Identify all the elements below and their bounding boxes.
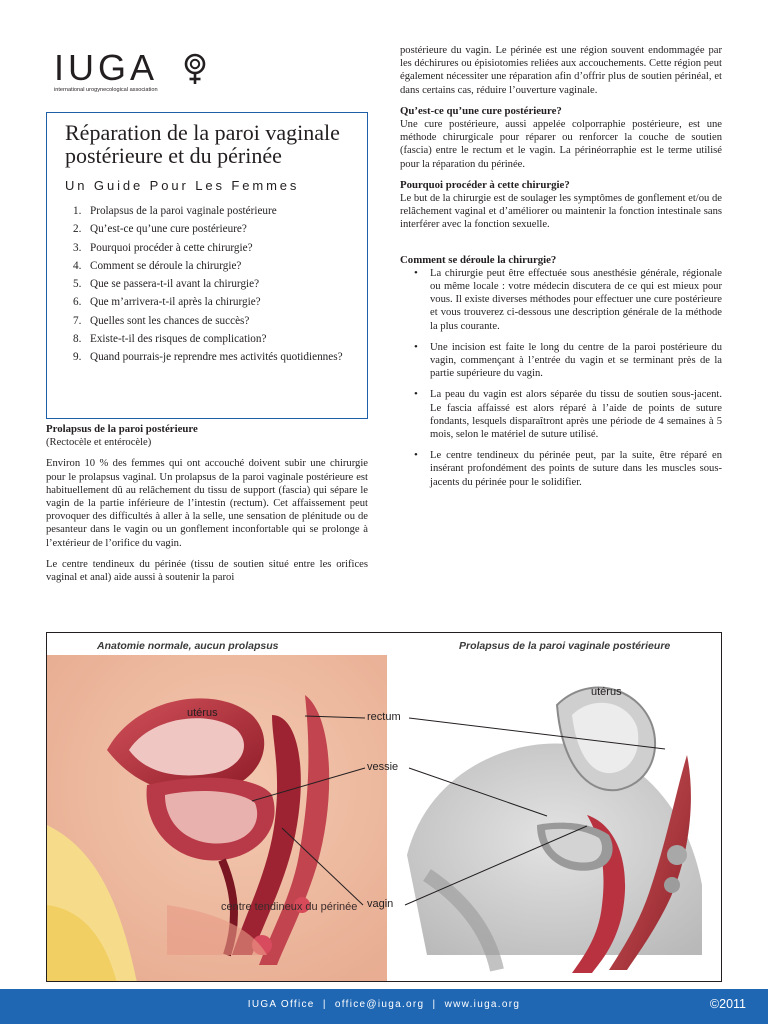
label-vessie: vessie (367, 761, 399, 773)
paragraph: Une cure postérieure, aussi appelée colporraphie postérieure, est une méthode chirurgicale pour réparer ou renforcer la couche de soutien (fascia) entre le rectum et le vagin. La périnéorraphie est le terme utilisé pour la réparation du périnée. (400, 119, 722, 170)
footer-contact: IUGA Office | office@iuga.org | www.iuga.org (247, 999, 521, 1010)
label-rectum: rectum (367, 711, 401, 723)
toc-text: Prolapsus de la paroi vaginale postérieure (90, 205, 277, 217)
toc-number: 7. (73, 314, 82, 327)
toc-text: Que se passera-t-il avant la chirurgie? (90, 278, 260, 291)
logo-wordmark: IUGA (54, 47, 159, 88)
toc-item (73, 257, 355, 275)
bullet-list (400, 267, 722, 489)
section-heading: Comment se déroule la chirurgie? (400, 253, 557, 266)
toc-number: 2. (73, 223, 82, 236)
toc-text: Comment se déroule la chirurgie? (90, 259, 242, 272)
toc-item (73, 220, 355, 238)
label-uterus-normal: utérus (187, 707, 218, 719)
paragraph: Le but de la chirurgie est de soulager les symptômes de gonflement et/ou de relâchement vaginal et d’améliorer ou maintenir la fonction intestinale sans interférer avec la fonction sexuelle. (400, 193, 722, 231)
right-column (400, 44, 722, 497)
toc-number: 8. (73, 333, 82, 346)
toc-number: 4. (73, 259, 82, 272)
iuga-logo (54, 47, 224, 96)
label-vagin: vagin (367, 898, 394, 910)
page-subtitle: Un Guide Pour Les Femmes (65, 178, 300, 193)
section-heading: Prolapsus de la paroi postérieure (46, 423, 198, 435)
list-item: • Le centre tendineux du périnée peut, par la suite, être réparé en insérant profondément des points de suture dans les muscles sous-jacents du périnée pour le solidifier. (430, 449, 722, 489)
toc-item (73, 275, 355, 293)
toc-item (73, 239, 355, 257)
toc-number: 9. (73, 351, 82, 364)
table-of-contents (65, 202, 355, 367)
label-centre-tendineux: centre tendineux du périnée (221, 901, 358, 913)
toc-text: Que m’arrivera-t-il après la chirurgie? (90, 296, 261, 309)
section-subheading: (Rectocèle et entérocèle) (46, 437, 152, 449)
female-symbol-icon (181, 52, 213, 86)
anatomy-figure (46, 632, 722, 982)
paragraph: Le centre tendineux du périnée (tissu de soutien situé entre les orifices vaginal et anal) aide aussi à soutenir la paroi (46, 558, 368, 584)
paragraph: Environ 10 % des femmes qui ont accouché doivent subir une chirurgie pour le prolapsus vaginal. Un prolapsus de la paroi vaginale postérieure est habituellement dû au relâchement du tissu de support (fascia) qui sépare le vagin de la partie inférieure de l’intestin (rectum). Cet affaissement peut provoquer des difficultés à aller à la selle, une sensation de plénitude ou de pesanteur dans le vagin ou un gonflement inconfortable qui se prolonge à l’extérieur de l’orifice du vagin. (46, 458, 368, 549)
toc-text: Pourquoi procéder à cette chirurgie? (90, 241, 253, 254)
section-heading: Pourquoi procéder à cette chirurgie? (400, 178, 570, 191)
list-item: • Une incision est faite le long du centre de la paroi postérieure du vagin, commençant à l’entrée du vagin et se terminant près de la partie supérieure du vagin. (430, 341, 722, 381)
toc-text: Quand pourrais-je reprendre mes activités quotidiennes? (90, 351, 343, 364)
toc-number: 3. (73, 241, 82, 254)
footer-copyright: ©2011 (709, 997, 746, 1011)
list-item: • La chirurgie peut être effectuée sous anesthésie générale, régionale ou même locale : votre médecin discutera de ce qui est mieux pour vous. Il existe diverses méthodes pour effectuer une cure postérieure et vous trouverez ci-dessous une description générale de la méthode la plus courante. (430, 267, 722, 333)
footer-bar (0, 989, 768, 1024)
toc-item (73, 202, 355, 220)
paragraph: postérieure du vagin. Le périnée est une région souvent endommagée par les déchirures ou épisiotomies reliées aux accouchements. Cette région peut également nécessiter une réparation afin d’offrir plus de soutien périnéal, et dans certains cas, réduire l’ouverture vaginale. (400, 45, 722, 96)
title-box (46, 112, 368, 419)
logo-subtitle: international urogynecological association (54, 87, 158, 93)
toc-number: 6. (73, 296, 82, 309)
toc-text: Quelles sont les chances de succès? (90, 314, 250, 327)
toc-number: 5. (73, 278, 82, 291)
section-heading: Qu’est-ce qu’une cure postérieure? (400, 104, 562, 117)
left-column (46, 423, 368, 592)
toc-item (73, 312, 355, 330)
toc-number: 1. (73, 205, 82, 217)
toc-text: Existe-t-il des risques de complication? (90, 333, 267, 346)
label-uterus-prolapse: utérus (591, 686, 622, 698)
list-item: • La peau du vagin est alors séparée du tissu de soutien sous-jacent. Le fascia affaissé est alors réparé à l’aide de points de suture fondants, lesquels disparaîtront après une période de 4 semaines à 5 mois, selon le matériel de suture utilisé. (430, 388, 722, 441)
toc-item (73, 330, 355, 348)
figure-caption-normal: Anatomie normale, aucun prolapsus (97, 640, 279, 652)
toc-item (73, 293, 355, 311)
figure-caption-prolapse: Prolapsus de la paroi vaginale postérieure (459, 640, 671, 652)
page-title: Réparation de la paroi vaginale postérieure et du périnée (65, 120, 340, 168)
toc-item (73, 348, 355, 366)
toc-text: Qu’est-ce qu’une cure postérieure? (90, 223, 247, 236)
